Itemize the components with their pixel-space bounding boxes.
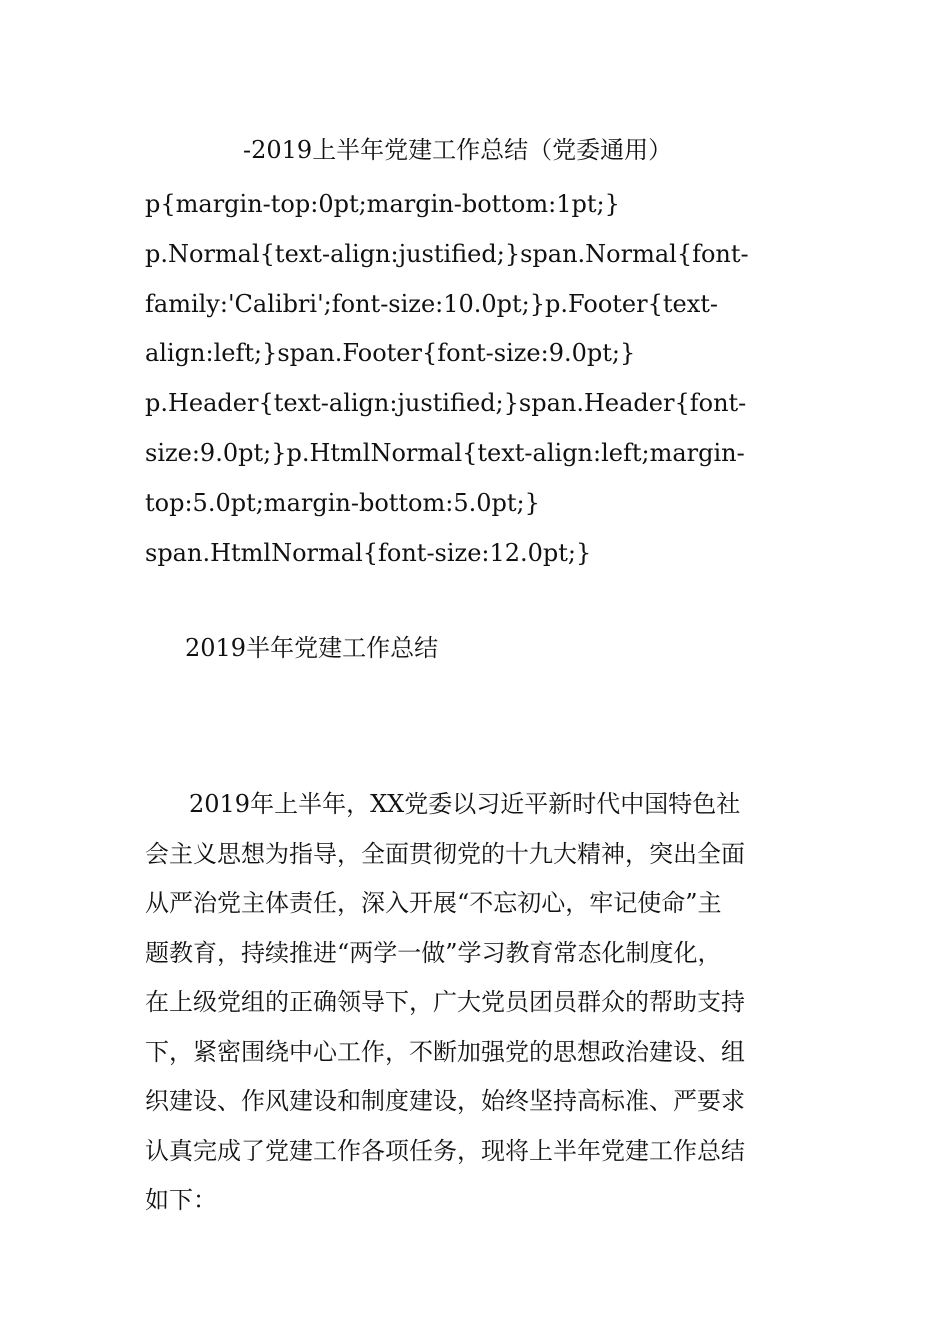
stylesheet-line: family:'Calibri';font-size:10.0pt;}p.Footer{text- bbox=[145, 289, 718, 318]
stylesheet-line: p.Header{text-align:justified;}span.Header{font- bbox=[145, 389, 747, 418]
stylesheet-line: p.Normal{text-align:justified;}span.Normal{font- bbox=[145, 239, 749, 268]
body-line: 从严治党主体责任，深入开展“不忘初心，牢记使命”主 bbox=[145, 889, 722, 917]
stylesheet-line: top:5.0pt;margin-bottom:5.0pt;} bbox=[145, 488, 540, 517]
stylesheet-line: align:left;}span.Footer{font-size:9.0pt;} bbox=[145, 339, 636, 368]
body-line: 会主义思想为指导，全面贯彻党的十九大精神，突出全面 bbox=[145, 839, 745, 868]
stylesheet-line: p{margin-top:0pt;margin-bottom:1pt;} bbox=[145, 190, 620, 218]
body-line: 如下： bbox=[145, 1186, 217, 1214]
body-paragraph bbox=[145, 780, 815, 1226]
body-line: 认真完成了党建工作各项任务，现将上半年党建工作总结 bbox=[145, 1136, 745, 1165]
body-line: 下，紧密围绕中心工作，不断加强党的思想政治建设、组 bbox=[145, 1037, 745, 1066]
document-title: -2019上半年党建工作总结（党委通用） bbox=[243, 136, 673, 164]
stylesheet-line: span.HtmlNormal{font-size:12.0pt;} bbox=[145, 538, 592, 567]
stylesheet-line: size:9.0pt;}p.HtmlNormal{text-align:left;margin- bbox=[145, 438, 745, 467]
body-line: 在上级党组的正确领导下，广大党员团员群众的帮助支持 bbox=[145, 988, 745, 1016]
stylesheet-text-block bbox=[145, 180, 805, 578]
body-line: 题教育，持续推进“两学一做”学习教育常态化制度化， bbox=[145, 938, 722, 967]
body-line: 2019年上半年，XX党委以习近平新时代中国特色社 bbox=[189, 790, 741, 818]
body-line: 织建设、作风建设和制度建设，始终坚持高标准、严要求 bbox=[145, 1087, 745, 1115]
document-subtitle: 2019半年党建工作总结 bbox=[185, 634, 439, 662]
